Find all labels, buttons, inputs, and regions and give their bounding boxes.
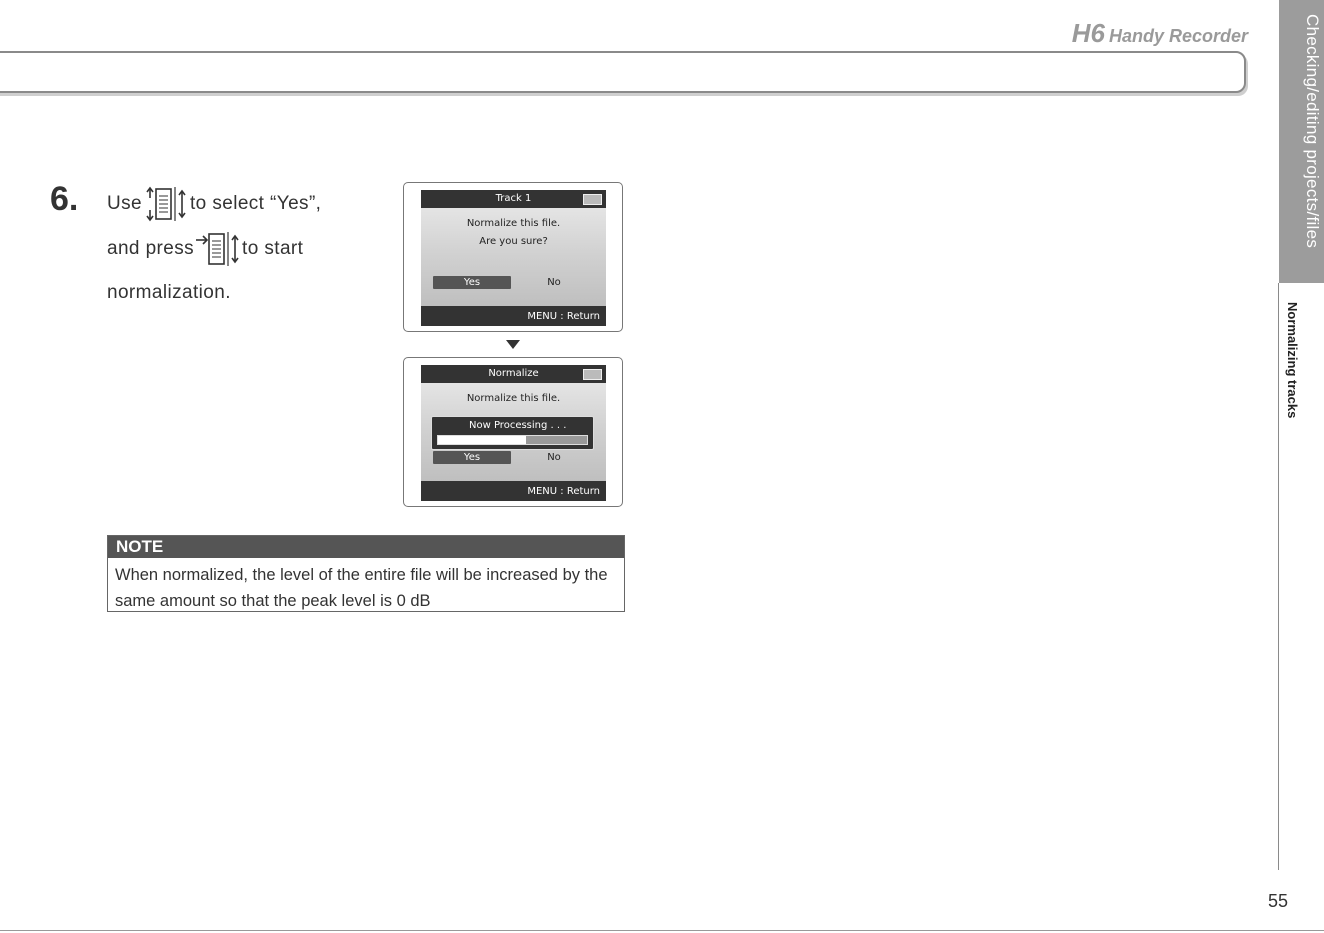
- battery-icon: [583, 194, 602, 205]
- no-button[interactable]: No: [547, 452, 561, 463]
- section-title-bar: [0, 51, 1246, 93]
- lcd-footer: MENU : Return: [421, 481, 606, 501]
- note-text: When normalized, the level of the entire file will be increased by the same amount so that the peak level is 0 dB: [115, 566, 608, 610]
- step-line-2: [107, 231, 303, 267]
- device-screen-processing: [403, 357, 623, 507]
- lcd-title: Track 1: [421, 190, 606, 208]
- note-box: [107, 535, 625, 612]
- progress-fill: [438, 436, 526, 444]
- dial-press-icon: [196, 231, 240, 267]
- step-text: to start: [242, 238, 304, 259]
- lcd-message: Normalize this file.: [466, 393, 561, 404]
- side-tab-subsection-label: Normalizing tracks: [1285, 302, 1300, 419]
- bottom-rule: [0, 930, 1324, 931]
- step-text: Use: [107, 193, 142, 214]
- battery-icon: [583, 369, 602, 380]
- note-label: NOTE: [108, 536, 624, 558]
- lcd-display: [421, 190, 606, 326]
- lcd-message: Normalize this file.: [466, 218, 561, 229]
- yes-button[interactable]: Yes: [433, 276, 511, 289]
- down-arrow-icon: [506, 340, 520, 349]
- dial-scroll-icon: [144, 186, 188, 222]
- step-text: and press: [107, 238, 195, 259]
- step-line-3: normalization.: [107, 282, 231, 303]
- header-title: [1072, 18, 1248, 49]
- lcd-question: Are you sure?: [479, 236, 548, 247]
- page-number: 55: [1268, 891, 1289, 911]
- side-divider: [1278, 283, 1279, 870]
- step-number: 6.: [50, 180, 79, 218]
- device-screen-confirm: [403, 182, 623, 332]
- header-product-name: Handy Recorder: [1108, 26, 1248, 46]
- step-line-1: [107, 186, 321, 222]
- yes-button[interactable]: Yes: [433, 451, 511, 464]
- processing-label: Now Processing . . .: [469, 420, 567, 431]
- side-tab-section-label: Checking/editing projects/files: [1303, 14, 1322, 249]
- progress-bar: [437, 435, 588, 445]
- lcd-title: Normalize: [421, 365, 606, 383]
- lcd-display: [421, 365, 606, 501]
- step-text: to select “Yes”,: [190, 193, 322, 214]
- no-button[interactable]: No: [547, 277, 561, 288]
- lcd-footer: MENU : Return: [421, 306, 606, 326]
- header-model: H6: [1071, 18, 1105, 48]
- processing-dialog: [431, 416, 594, 450]
